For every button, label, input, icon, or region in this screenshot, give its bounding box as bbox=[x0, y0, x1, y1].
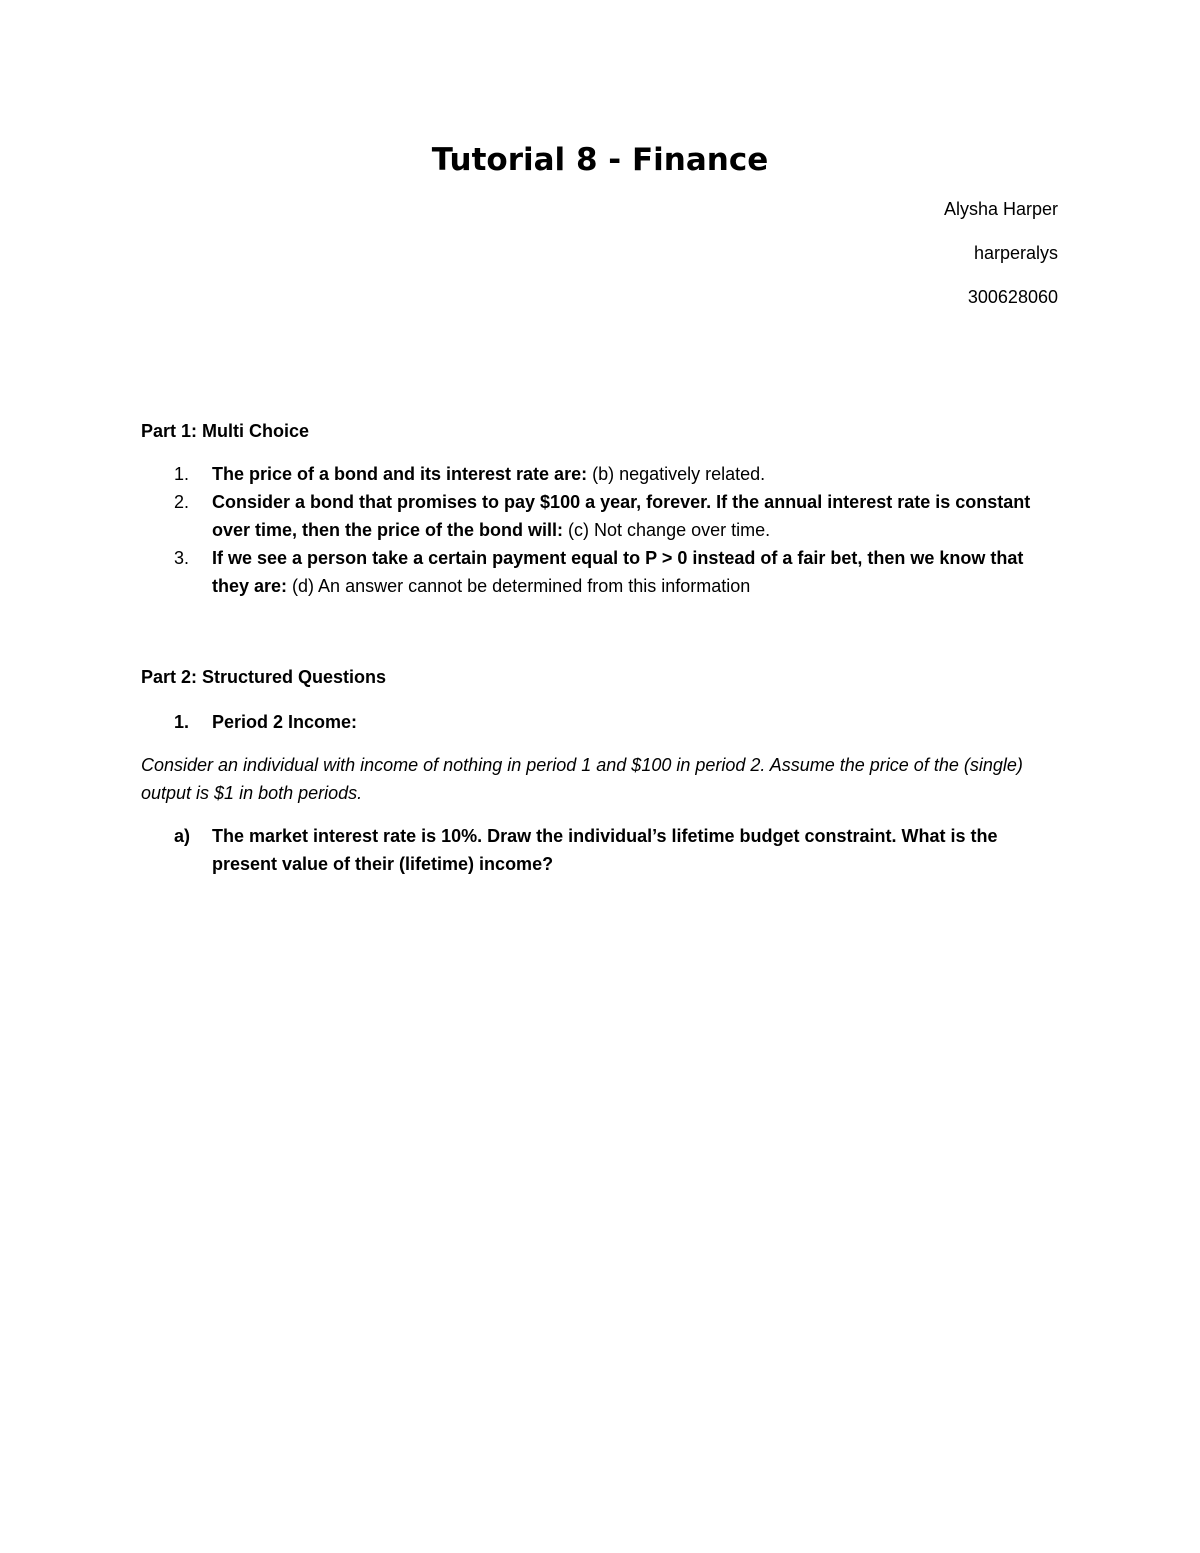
part2-question-1 bbox=[141, 708, 1061, 736]
list-item bbox=[141, 544, 1061, 600]
question-text: Consider a bond that promises to pay $100 a year, forever. If the annual interest rate is constant over time, then the price of the bond will: bbox=[212, 492, 1031, 540]
author-student-id: 300628060 bbox=[967, 287, 1058, 307]
list-item bbox=[141, 488, 1061, 544]
document-title: Tutorial 8 - Finance bbox=[431, 142, 769, 178]
question-title: Period 2 Income: bbox=[212, 712, 358, 732]
question-number: 3. bbox=[174, 548, 190, 568]
question-number: 1. bbox=[174, 712, 190, 732]
question-answer: (b) negatively related. bbox=[592, 464, 766, 484]
part2-subquestion-a bbox=[141, 822, 1061, 878]
part2-section bbox=[141, 663, 1061, 878]
part1-question-list bbox=[141, 460, 1061, 600]
list-item bbox=[141, 460, 1061, 488]
question-text: If we see a person take a certain payment equal to P > 0 instead of a fair bet, then we know that they are: bbox=[212, 548, 1024, 596]
question-number: 2. bbox=[174, 492, 190, 512]
question-intro: Consider an individual with income of nothing in period 1 and $100 in period 2. Assume the price of the (single) output is $1 in both periods. bbox=[141, 755, 1023, 803]
subquestion-letter: a) bbox=[174, 826, 191, 846]
subquestion-text: The market interest rate is 10%. Draw the individual’s lifetime budget constraint. What is the present value of their (lifetime) income? bbox=[212, 826, 998, 874]
part1-heading: Part 1: Multi Choice bbox=[141, 421, 310, 441]
question-answer: (c) Not change over time. bbox=[568, 520, 771, 540]
author-name: Alysha Harper bbox=[943, 199, 1058, 219]
part1-section bbox=[141, 417, 1061, 600]
question-answer: (d) An answer cannot be determined from this information bbox=[292, 576, 751, 596]
question-text: The price of a bond and its interest rate are: bbox=[212, 464, 593, 484]
author-block bbox=[944, 198, 1058, 330]
author-username: harperalys bbox=[973, 243, 1058, 263]
part2-heading: Part 2: Structured Questions bbox=[141, 667, 387, 687]
question-number: 1. bbox=[174, 464, 190, 484]
